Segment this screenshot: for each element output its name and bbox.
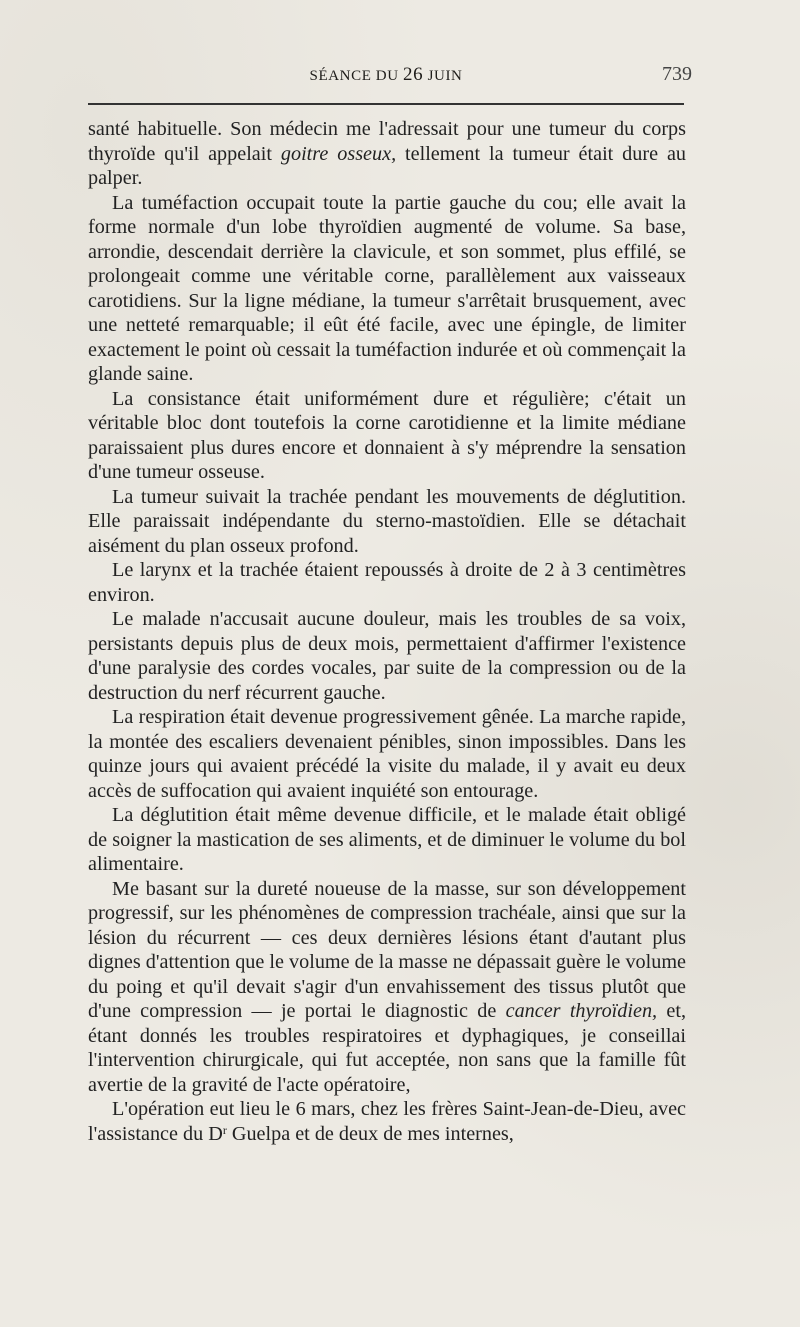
page-number: 739 (662, 63, 692, 85)
text-run: La consistance était uniformément dure et régulière; c'était un véritable bloc dont toutefois la corne carotidienne et la limite médiane paraissaient plus dures encore et donnaient à s'y méprendre la sensation d'une tumeur osseuse. (88, 387, 686, 483)
running-head (88, 63, 692, 90)
paragraph (88, 803, 686, 877)
running-title-prefix: SÉANCE DU (309, 68, 404, 84)
text-run: Guelpa et de deux de mes internes, (226, 1122, 514, 1145)
body-text (88, 117, 686, 1146)
text-run: La tumeur suivait la trachée pendant les mouvements de déglutition. Elle paraissait indépendante du sterno-mastoïdien. Elle se détachait aisément du plan osseux profond. (88, 485, 686, 557)
italic-run: cancer thyroïdien, (505, 1000, 658, 1022)
text-run: La respiration était devenue progressivement gênée. La marche rapide, la montée des escaliers devenaient pénibles, sinon impossibles. Dans les quinze jours qui avaient précédé la visite du malade, il y avait eu deux accès de suffocation qui avaient inquiété son entourage. (88, 706, 686, 802)
running-title-month: JUIN (423, 68, 463, 84)
text-run: Le malade n'accusait aucune douleur, mais les troubles de sa voix, persistants depuis plus de deux mois, permettaient d'affirmer l'existence d'une paralysie des cordes vocales, par suite de la compression ou de la destruction du nerf récurrent gauche. (88, 608, 686, 704)
paragraph (88, 877, 686, 1098)
text-run: La tuméfaction occupait toute la partie gauche du cou; elle avait la forme normale d'un lobe thyroïdien augmenté de volume. Sa base, arrondie, descendait derrière la clavicule, et son sommet, plus effilé, se prolongeait comme une véritable corne, parallèlement aux vaisseaux carotidiens. Sur la ligne médiane, la tumeur s'arrêtait brusquement, avec une netteté remarquable; il eût été facile, avec une épingle, de limiter exactement le point où cessait la tuméfaction indurée et où commençait la glande saine. (88, 191, 686, 385)
paragraph (88, 705, 686, 803)
italic-run: goitre osseux, (280, 142, 397, 165)
superscript-run: r (222, 1122, 227, 1137)
paragraph (88, 191, 686, 387)
paragraph (88, 117, 686, 191)
paragraph (88, 485, 686, 559)
paragraph (88, 607, 686, 705)
running-title-day: 26 (403, 64, 424, 85)
paragraph (88, 558, 686, 607)
paragraph (88, 387, 686, 485)
paragraph (88, 1097, 686, 1146)
text-run: Me basant sur la dureté noueuse de la masse, sur son développement progressif, sur les phénomènes de compression trachéale, ainsi que sur la lésion du récurrent — ces deux dernières lésions étant d'autant plus dignes d'attention que le volume de la masse ne dépassait guère le volume du poing et qu'il devait s'agir d'un envahissement des tissus plutôt que d'une compression — je portai le diagnostic de (88, 877, 686, 1022)
text-run: L'opération eut lieu le 6 mars, chez les frères Saint-Jean-de-Dieu, avec l'assistance du D (88, 1098, 686, 1145)
text-run: santé habituelle. Son médecin me l'adressait pour une tumeur du corps thyroïde qu'il appelait (88, 118, 686, 165)
text-run: tellement la tumeur était dure au palper. (88, 142, 686, 189)
text-run: La déglutition était même devenue difficile, et le malade était obligé de soigner la mastication de ses aliments, et de diminuer le volume du bol alimentaire. (88, 804, 686, 875)
header-rule (88, 103, 684, 105)
text-run: et, étant donnés les troubles respiratoires et dyphagiques, je conseillai l'intervention chirurgicale, qui fut acceptée, non sans que la famille fût avertie de la gravité de l'acte opératoire, (88, 1000, 686, 1096)
running-title (88, 64, 684, 86)
text-run: Le larynx et la trachée étaient repoussés à droite de 2 à 3 centimètres environ. (88, 559, 686, 606)
